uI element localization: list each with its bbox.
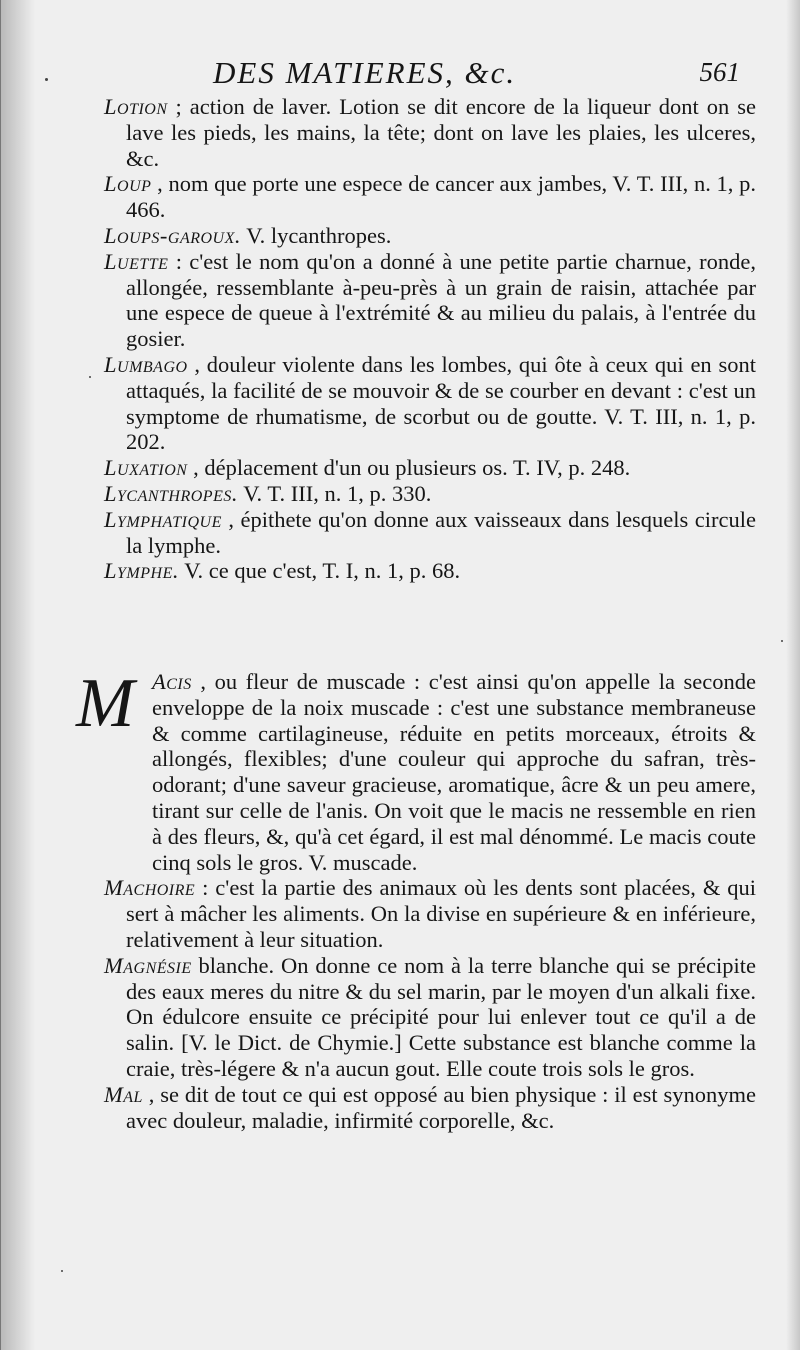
entry-head: Loups-garoux. — [104, 222, 241, 248]
header-title: DES MATIERES, &c. — [213, 55, 517, 90]
entry-head: Mal — [104, 1081, 143, 1107]
index-entry — [104, 223, 756, 249]
paper-speck — [89, 376, 91, 378]
entry-head: Machoire — [104, 875, 196, 901]
entry-text: V. ce que c'est, T. I, n. 1, p. 68. — [184, 558, 461, 584]
page-number: 561 — [699, 57, 740, 87]
entry-head: Magnésie — [104, 952, 192, 978]
index-entry — [104, 249, 756, 352]
entry-head: Lymphatique — [104, 506, 222, 532]
index-entry — [104, 558, 756, 584]
page-gutter-shadow — [1, 0, 35, 1350]
entry-text: : c'est le nom qu'on a donné à une petite partie charnue, ronde, allongée, ressemblante à-peu-près à un grain de raisin, attachée par une espece de queue à l'extrémité & au milieu du palais, à l'entrée du gosier. — [126, 248, 757, 352]
entry-text: , nom que porte une espece de cancer aux jambes, V. T. III, n. 1, p. 466. — [126, 171, 757, 223]
entry-head: Lotion — [104, 94, 168, 119]
entry-text: , douleur violente dans les lombes, qui ôte à ceux qui en sont attaqués, la facilité de se mouvoir & de se courber en devant : c'est un symptome de rhumatisme, de scorbut ou de goutte. V. T. III, n. 1, p. 202. — [126, 351, 756, 455]
entry-head: Lycanthropes. — [104, 480, 238, 506]
index-entry — [104, 455, 756, 481]
entry-text: , se dit de tout ce qui est opposé au bien physique : il est synonyme avec douleur, maladie, infirmité corporelle, &c. — [126, 1081, 757, 1133]
m-entries — [76, 665, 757, 1133]
index-entry — [104, 1082, 756, 1134]
entry-text: ; action de laver. Lotion se dit encore de la liqueur dont on se lave les pieds, les mains, la tête; dont on lave les plaies, les ulceres, &c. — [126, 94, 756, 171]
entry-head: Lymphe. — [104, 558, 179, 584]
entry-head: Acis — [152, 669, 192, 694]
index-entry-dropcap — [76, 665, 757, 875]
entry-text: , ou fleur de muscade : c'est ainsi qu'on appelle la seconde enveloppe de la noix muscade : c'est une substance membraneuse & comme cartilagineuse, réduite en petits morceaux, étroits & allongés, flexibles; d'une couleur qui approche du safran, très-odorant; d'une saveur gracieuse, aromatique, âcre & un peu amere, tirant sur celle de l'anis. On voit que le macis ne ressemble en rien à des fleurs, &, qu'à cet égard, il est mal dénommé. Le macis coute cinq sols le gros. V. muscade. — [152, 669, 757, 875]
running-header — [213, 55, 740, 97]
entry-text: V. lycanthropes. — [246, 222, 392, 248]
index-entry — [104, 94, 756, 171]
paper-speck — [45, 78, 48, 81]
paper-speck — [781, 640, 783, 642]
entry-head: Luette — [104, 248, 169, 274]
index-entry — [104, 352, 756, 455]
entry-head: Lumbago — [104, 351, 188, 377]
index-entry — [104, 481, 756, 507]
index-entry — [104, 875, 756, 952]
index-entry — [104, 507, 756, 559]
entry-text: , déplacement d'un ou plusieurs os. T. IV, p. 248. — [193, 455, 631, 481]
index-entry — [104, 953, 756, 1082]
entry-head: Loup — [104, 171, 152, 197]
entry-text: , épithete qu'on donne aux vaisseaux dans lesquels circule la lymphe. — [126, 506, 756, 558]
drop-cap-letter: M — [76, 665, 135, 742]
paper-speck — [61, 1270, 63, 1272]
entry-text: blanche. On donne ce nom à la terre blanche qui se précipite des eaux meres du nitre & du sel marin, par le moyen d'un alkali fixe. On édulcore ensuite ce précipité pour lui enlever tout ce qu'il a de salin. [V. le Dict. de Chymie.] Cette substance est blanche comme la craie, très-légere & n'a aucun gout. Elle coute trois sols le gros. — [126, 952, 757, 1081]
entry-text: : c'est la partie des animaux où les dents sont placées, & qui sert à mâcher les aliments. On la divise en supérieure & en inférieure, relativement à leur situation. — [126, 875, 757, 952]
page-edge-shadow — [786, 0, 800, 1350]
entry-head: Luxation — [104, 455, 188, 481]
entry-text: V. T. III, n. 1, p. 330. — [243, 480, 432, 506]
l-entries — [104, 94, 756, 584]
index-entry — [104, 171, 756, 223]
